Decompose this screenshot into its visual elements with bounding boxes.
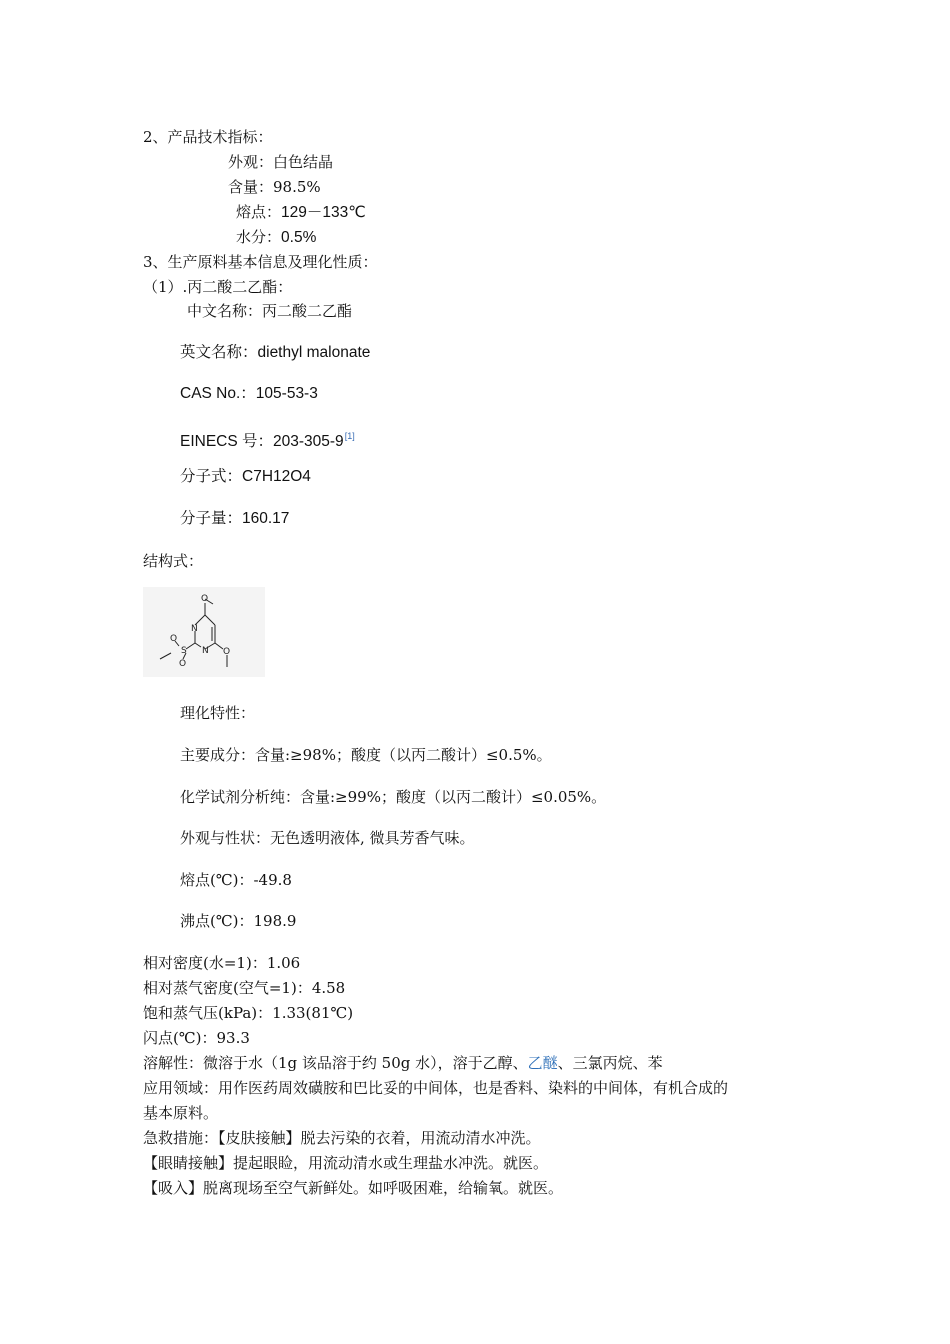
reagent-grade: 化学试剂分析纯：含量:≥99%；酸度（以丙二酸计）≤0.05%。 [180,788,607,806]
atom-o-sulfonyl-2: O [179,659,187,669]
vapor-pressure: 饱和蒸气压(kPa)：1.33(81℃) [143,1004,354,1022]
einecs-reference-link[interactable]: [1] [344,431,355,441]
solubility-text-b: 、三氯丙烷、苯 [557,1054,663,1072]
cas-number: CAS No.：105-53-3 [180,385,318,402]
flash-point: 闪点(℃)：93.3 [143,1029,250,1047]
spec-melting-point [236,202,366,223]
atom-n-bottom: N [202,646,209,656]
main-component: 主要成分：含量:≥98%；酸度（以丙二酸计）≤0.5%。 [180,746,552,764]
spec-content: 含量：98.5% [228,178,321,196]
first-aid-inhalation: 【吸入】脱离现场至空气新鲜处。如呼吸困难，给输氧。就医。 [143,1179,564,1197]
spec-melting-value: 129－133℃ [281,204,366,221]
properties-heading: 理化特性： [180,704,256,722]
ether-link[interactable]: 乙醚 [527,1054,558,1072]
chinese-name: 中文名称：丙二酸二乙酯 [187,302,353,320]
atom-o-top: O [201,594,209,604]
relative-density: 相对密度(水=1)：1.06 [143,954,301,972]
melting-point: 熔点(℃)：-49.8 [180,871,292,889]
vapor-density: 相对蒸气密度(空气=1)：4.58 [143,979,346,997]
solubility-text-a: 溶解性：微溶于水（1g 该品溶于约 50g 水），溶于乙醇、 [143,1054,528,1072]
section-3-heading: 3、生产原料基本信息及理化性质： [143,253,378,271]
boiling-point: 沸点(℃)：198.9 [180,912,297,930]
atom-o-sulfonyl-1: O [170,634,178,644]
spec-appearance: 外观：白色结晶 [228,153,334,171]
spec-water-value: 0.5% [281,229,317,246]
english-name: 英文名称：diethyl malonate [180,344,371,361]
spec-melting-label: 熔点： [236,203,282,221]
molecular-formula: 分子式：C7H12O4 [180,468,311,485]
first-aid-skin: 急救措施：【皮肤接触】脱去污染的衣着，用流动清水冲洗。 [143,1129,541,1147]
spec-water-label: 水分： [236,228,282,246]
first-aid-eyes: 【眼睛接触】提起眼睑，用流动清水或生理盐水冲洗。就医。 [143,1154,549,1172]
structural-formula-drawing [143,587,265,677]
atom-s: S [181,646,187,656]
atom-n-left: N [191,624,198,634]
spec-water [236,227,316,248]
material-1-heading: （1）.丙二酸二乙酯： [143,278,293,296]
molecular-weight: 分子量：160.17 [180,510,290,527]
application-line-1: 应用领域：用作医药周效磺胺和巴比妥的中间体，也是香料、染料的中间体，有机合成的 [143,1079,729,1097]
structure-label: 结构式： [143,552,204,570]
structure-image [143,587,265,677]
application-line-2: 基本原料。 [143,1104,219,1122]
einecs-text: EINECS 号：203-305-9 [180,433,344,450]
appearance-property: 外观与性状：无色透明液体, 微具芳香气味。 [180,829,475,847]
solubility [143,1053,663,1073]
section-2-heading: 2、产品技术指标： [143,128,273,146]
atom-o-right: O [223,647,231,657]
einecs-number [180,426,355,452]
